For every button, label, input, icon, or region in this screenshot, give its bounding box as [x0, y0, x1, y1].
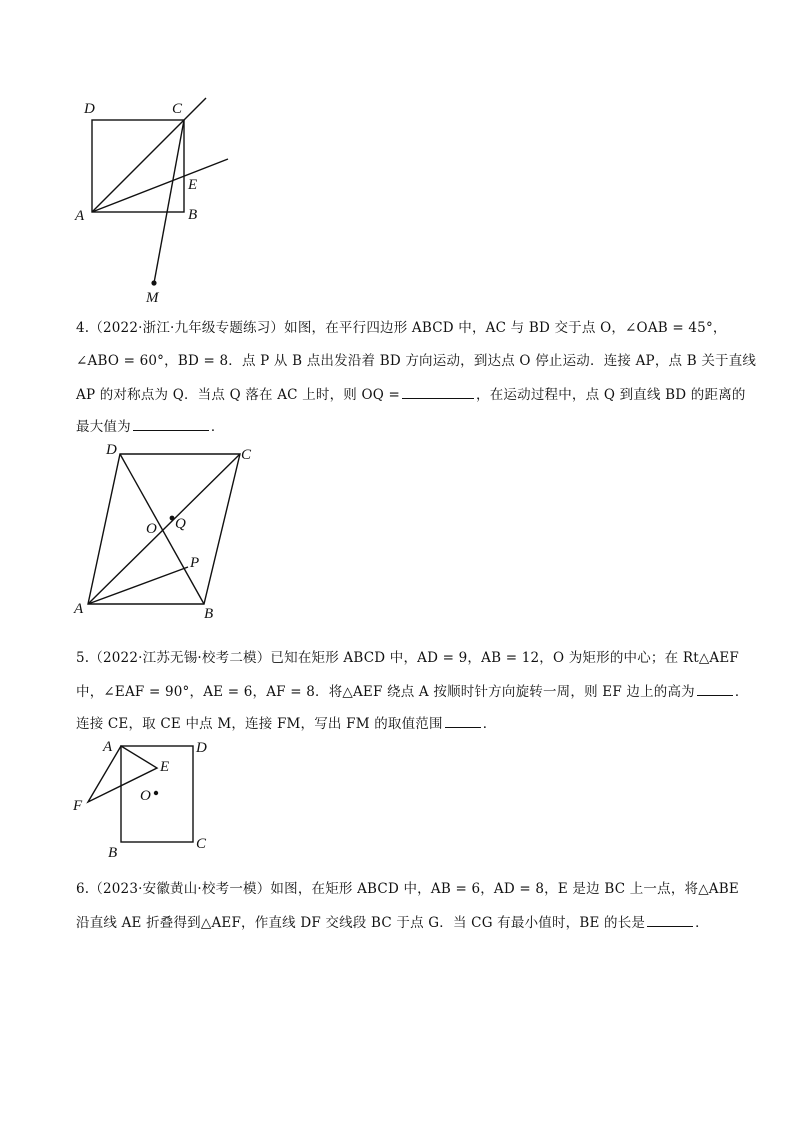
problem-6-line-1 — [76, 879, 739, 899]
problem-4-line-1 — [76, 318, 736, 338]
fig4-label-p: P — [190, 555, 200, 571]
problem-text: 沿直线 AE 折叠得到△AEF，作直线 DF 交线段 BC 于点 G．当 CG 有最小值时，BE 的长是 — [76, 915, 646, 931]
problem-number: 4. — [76, 320, 90, 336]
problem-text: AP 的对称点为 Q．当点 Q 落在 AC 上时，则 OQ = — [76, 387, 401, 403]
fig3-label-c: C — [172, 101, 183, 117]
problem-6-line-2 — [76, 912, 736, 933]
problem-text: ． — [210, 419, 225, 435]
problem-text: ． — [482, 716, 497, 732]
problem-text: 连接 CE，取 CE 中点 M，连接 FM，写出 FM 的取值范围 — [76, 716, 443, 732]
problem-text: 中，∠EAF = 90°，AE = 6，AF = 8．将△AEF 绕点 A 按顺时针方向旋转一周，则 EF 边上的高为 — [76, 684, 695, 700]
point-o — [154, 791, 158, 795]
problem-4-line-3 — [76, 384, 746, 405]
problem-text: 最大值为 — [76, 419, 131, 435]
figure-square-abcd — [92, 98, 228, 283]
fig5-label-a: A — [103, 739, 113, 755]
problem-text: ，在运动过程中，点 Q 到直线 BD 的距离的 — [476, 387, 746, 403]
fig5-label-e: E — [160, 759, 170, 775]
problem-5-line-2 — [76, 681, 749, 702]
figure-parallelogram-abcd — [88, 454, 240, 604]
problem-4-line-4 — [76, 416, 736, 437]
problem-number: 5. — [76, 650, 90, 666]
answer-blank-oq[interactable] — [402, 384, 474, 399]
problem-text: 已知在矩形 ABCD 中，AD = 9，AB = 12，O 为矩形的中心；在 Rt△AEF — [270, 650, 739, 666]
fig3-label-e: E — [188, 177, 198, 193]
fig3-label-a: A — [75, 208, 85, 224]
fig5-label-d: D — [196, 740, 207, 756]
point-q — [170, 516, 175, 521]
fig5-label-c: C — [196, 836, 207, 852]
fig4-label-b: B — [204, 606, 214, 622]
fig3-label-m: M — [146, 290, 159, 306]
problem-text: ． — [734, 684, 749, 700]
problem-source: （2022·浙江·九年级专题练习） — [89, 320, 285, 336]
point-m — [151, 280, 156, 285]
fig4-label-d: D — [106, 442, 117, 458]
answer-blank-height[interactable] — [697, 681, 733, 696]
problem-source: （2023·安徽黄山·校考一模） — [89, 881, 271, 897]
answer-blank-max-distance[interactable] — [133, 416, 209, 431]
fig4-label-c: C — [241, 447, 252, 463]
problem-4-line-2: ∠ABO = 60°，BD = 8．点 P 从 B 点出发沿着 BD 方向运动，到达点 O 停止运动．连接 AP，点 B 关于直线 — [76, 353, 757, 369]
problem-text: 如图，在平行四边形 ABCD 中，AC 与 BD 交于点 O，∠OAB = 45°， — [284, 320, 727, 336]
problem-text: 如图，在矩形 ABCD 中，AB = 6，AD = 8，E 是边 BC 上一点，将△ABE — [270, 881, 739, 897]
problem-5-line-1 — [76, 648, 739, 668]
fig5-label-b: B — [108, 845, 118, 861]
problem-number: 6. — [76, 881, 90, 897]
fig4-label-a: A — [74, 601, 84, 617]
fig3-label-d: D — [84, 101, 95, 117]
answer-blank-fm-range[interactable] — [445, 713, 481, 728]
problem-text: ． — [695, 915, 709, 931]
fig4-label-o: O — [146, 521, 157, 537]
fig5-label-f: F — [73, 798, 83, 814]
answer-blank-be[interactable] — [647, 912, 693, 927]
problem-5-line-3 — [76, 713, 736, 734]
problem-source: （2022·江苏无锡·校考二模） — [89, 650, 271, 666]
fig4-label-q: Q — [175, 516, 186, 532]
fig5-label-o: O — [140, 788, 151, 804]
fig3-label-b: B — [188, 207, 198, 223]
